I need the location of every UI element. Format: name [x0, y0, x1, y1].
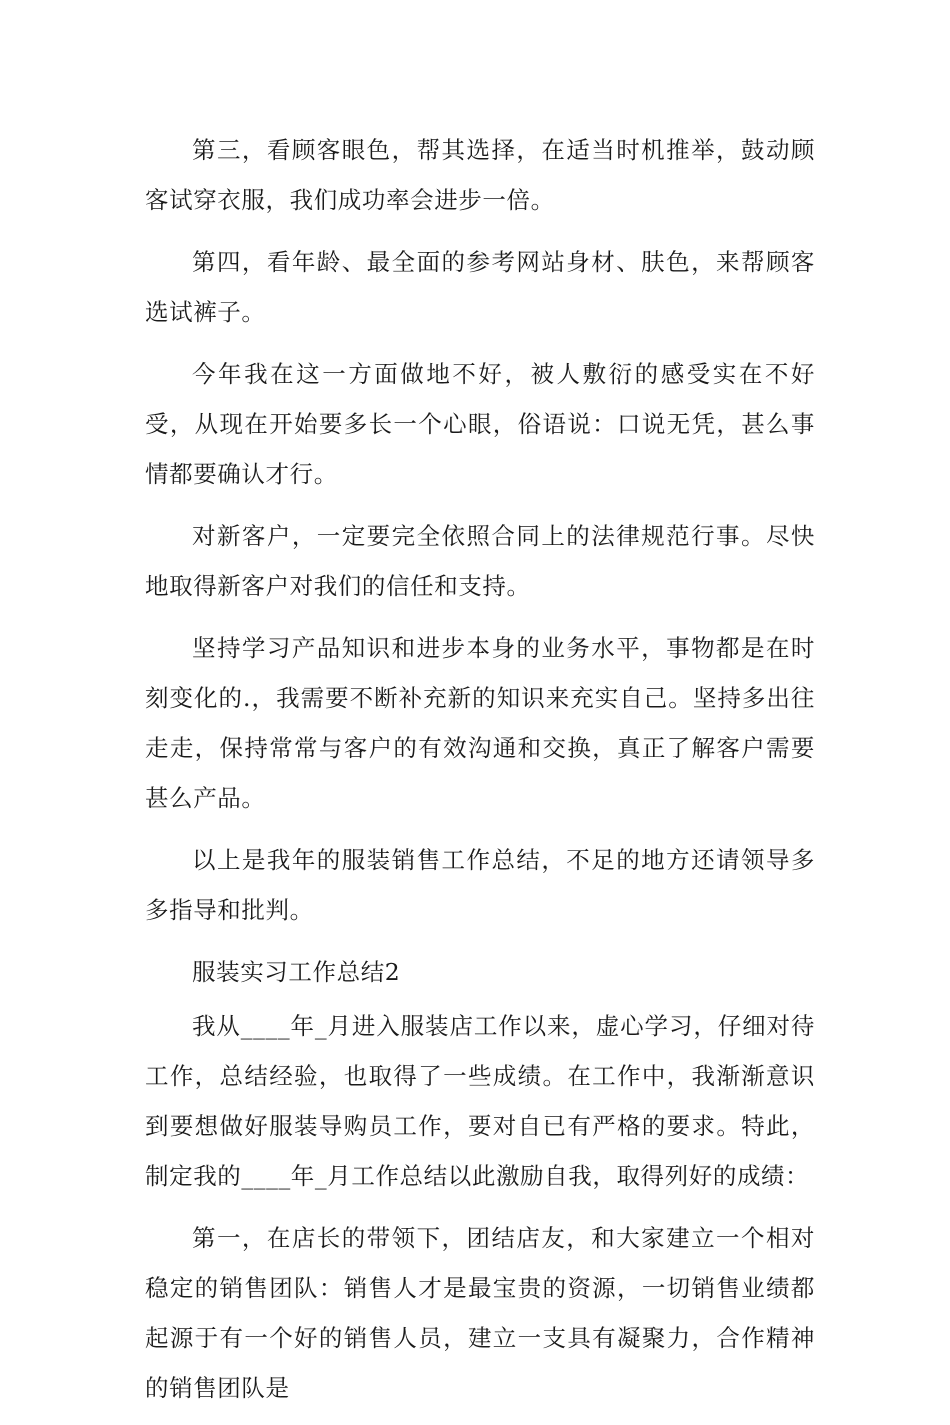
paragraph: 对新客户，一定要完全依照合同上的法律规范行事。尽快地取得新客户对我们的信任和支持。 — [145, 522, 815, 600]
paragraph: 今年我在这一方面做地不好，被人敷衍的感受实在不好受，从现在开始要多长一个心眼，俗语说：口说无凭，甚么事情都要确认才行。 — [145, 360, 815, 488]
paragraph: 以上是我年的服装销售工作总结，不足的地方还请领导多多指导和批判。 — [145, 846, 815, 924]
paragraph: 第四，看年龄、最全面的参考网站身材、肤色，来帮顾客选试裤子。 — [145, 248, 815, 326]
paragraph: 第一，在店长的带领下，团结店友，和大家建立一个相对稳定的销售团队：销售人才是最宝贵的资源，一切销售业绩都起源于有一个好的销售人员，建立一支具有凝聚力，合作精神的销售团队是 — [145, 1224, 815, 1402]
section-heading: 服装实习工作总结2 — [192, 958, 401, 986]
paragraph: 坚持学习产品知识和进步本身的业务水平，事物都是在时刻变化的.，我需要不断补充新的知识来充实自己。坚持多出往走走，保持常常与客户的有效沟通和交换，真正了解客户需要甚么产品。 — [145, 634, 815, 812]
paragraph: 第三，看顾客眼色，帮其选择，在适当时机推举，鼓动顾客试穿衣服，我们成功率会进步一倍。 — [145, 136, 815, 214]
paragraph: 我从____年_月进入服装店工作以来，虚心学习，仔细对待工作，总结经验，也取得了一些成绩。在工作中，我渐渐意识到要想做好服装导购员工作，要对自已有严格的要求。特此，制定我的____年_月工作总结以此激励自我，取得列好的成绩： — [145, 1012, 815, 1190]
document-page — [145, 125, 815, 1425]
